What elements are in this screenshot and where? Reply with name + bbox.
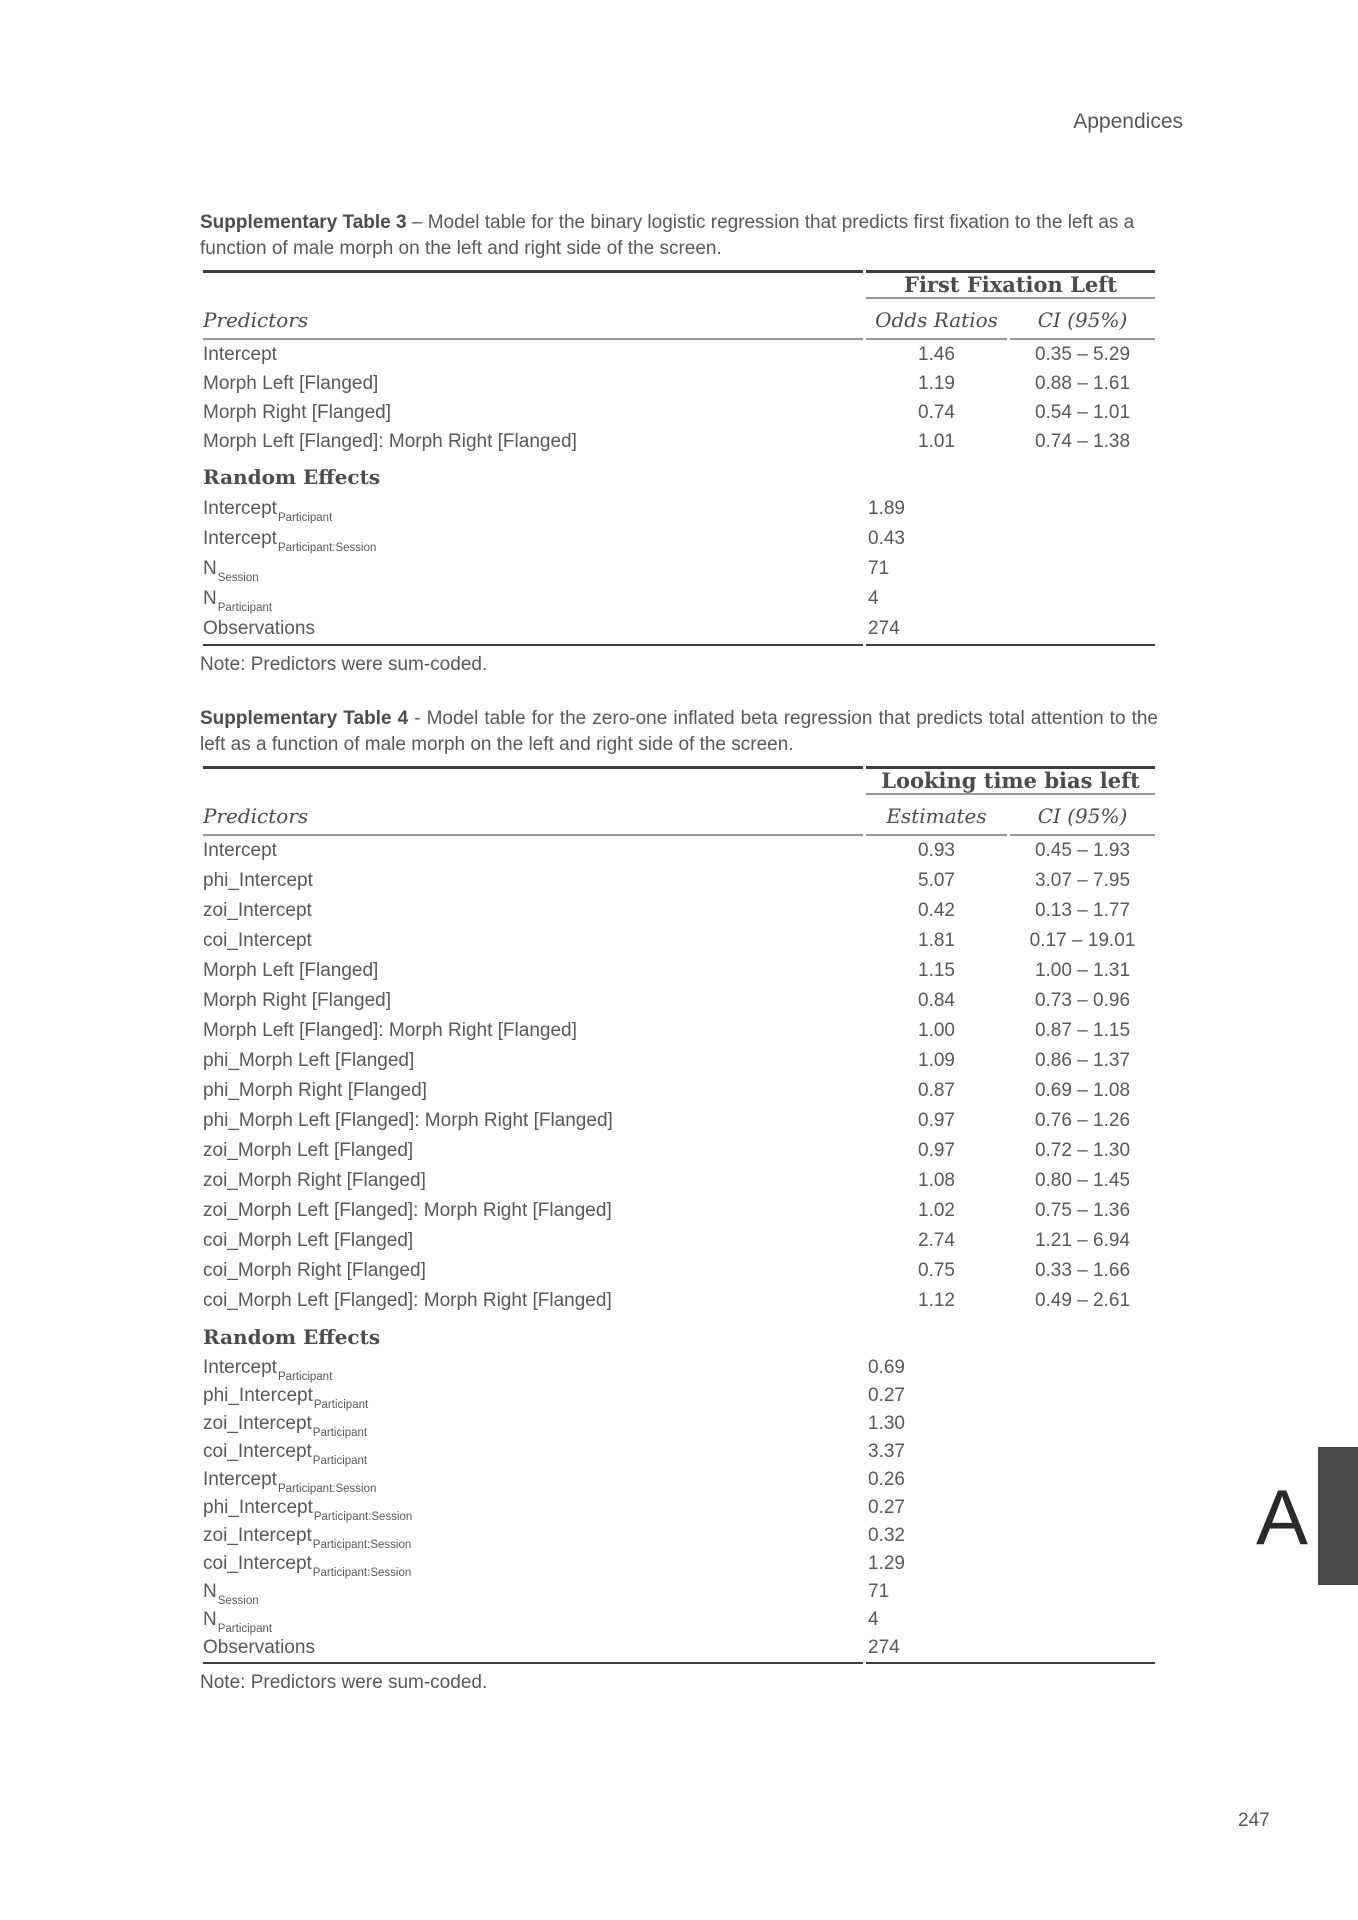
- random-effect-value: 0.27: [868, 1385, 905, 1406]
- random-effect-value: 71: [868, 558, 890, 579]
- random-effect-term: Observations: [203, 1637, 315, 1658]
- estimate-cell: 1.19: [918, 373, 955, 394]
- random-effect-term: zoi_Intercept: [203, 1525, 312, 1546]
- predictor-cell: phi_Morph Right [Flanged]: [203, 1080, 427, 1101]
- random-effect-group: Participant:Session: [277, 542, 377, 554]
- table-row: [203, 926, 1155, 956]
- table-row: [203, 340, 1155, 369]
- predictor-cell: Morph Right [Flanged]: [203, 990, 391, 1011]
- random-effect-value: 1.30: [868, 1413, 905, 1434]
- random-effect-term: N: [203, 558, 217, 579]
- table-row: [203, 398, 1155, 427]
- random-effect-label: [203, 1522, 863, 1550]
- table-row: [203, 1286, 1155, 1316]
- random-effect-term: Intercept: [203, 498, 277, 519]
- random-effect-label: [203, 524, 863, 554]
- ci-cell: 0.49 – 2.61: [1034, 1290, 1131, 1311]
- table4-note: Note: Predictors were sum-coded.: [200, 1672, 488, 1693]
- predictor-cell: coi_Intercept: [203, 930, 312, 951]
- table-row: [203, 866, 1155, 896]
- random-effects-header: Random Effects: [203, 465, 381, 489]
- table4-caption-label: Supplementary Table 4: [200, 708, 409, 729]
- random-effect-value: 4: [868, 1609, 879, 1630]
- spanner-title: First Fixation Left: [866, 270, 1155, 299]
- spanner-row: [203, 766, 1155, 795]
- random-effect-value: 71: [868, 1581, 890, 1602]
- estimate-cell: 1.15: [918, 960, 955, 981]
- table-row: [203, 554, 1155, 584]
- spanner-spacer: [203, 270, 863, 299]
- random-effect-label: [203, 554, 863, 584]
- table-row: [203, 1196, 1155, 1226]
- table-row: [203, 1166, 1155, 1196]
- ci-cell: 0.45 – 1.93: [1034, 840, 1131, 861]
- table-row: [203, 1354, 1155, 1382]
- table-row: [203, 1522, 1155, 1550]
- predictor-cell: Intercept: [203, 344, 277, 365]
- random-effects-header: Random Effects: [203, 1325, 381, 1349]
- random-effect-term: Intercept: [203, 528, 277, 549]
- random-effect-value: 274: [866, 1634, 1155, 1664]
- running-header: Appendices: [1073, 110, 1183, 133]
- estimate-cell: 1.00: [918, 1020, 955, 1041]
- table-row: [203, 1016, 1155, 1046]
- predictor-cell: Morph Left [Flanged]: Morph Right [Flanged]: [203, 431, 577, 452]
- predictor-cell: Intercept: [203, 840, 277, 861]
- random-effect-value: 1.29: [868, 1553, 905, 1574]
- table-row: [203, 1634, 1155, 1664]
- estimate-cell: 1.81: [918, 930, 955, 951]
- random-effect-term: zoi_Intercept: [203, 1413, 312, 1434]
- appendix-side-tab: [1318, 1447, 1358, 1585]
- random-effect-label: [203, 1466, 863, 1494]
- estimate-cell: 5.07: [918, 870, 955, 891]
- ci-cell: 0.80 – 1.45: [1034, 1170, 1131, 1191]
- table-row: [203, 1410, 1155, 1438]
- random-effect-value: 4: [868, 588, 879, 609]
- random-effect-label: [203, 494, 863, 524]
- table3-caption-label: Supplementary Table 3: [200, 212, 407, 233]
- predictor-cell: Morph Left [Flanged]: [203, 373, 379, 394]
- random-effect-value: 3.37: [868, 1441, 905, 1462]
- ci-cell: 0.33 – 1.66: [1034, 1260, 1131, 1281]
- random-effect-value: 0.26: [868, 1469, 905, 1490]
- predictor-cell: coi_Morph Left [Flanged]: Morph Right [Flanged]: [203, 1290, 612, 1311]
- random-effect-group: Session: [217, 572, 259, 584]
- spanner-row: [203, 270, 1155, 299]
- table-row: [203, 1226, 1155, 1256]
- ci-cell: 0.75 – 1.36: [1034, 1200, 1131, 1221]
- table-row: [203, 986, 1155, 1016]
- ci-cell: 0.73 – 0.96: [1034, 990, 1131, 1011]
- random-effect-group: Participant: [277, 512, 333, 524]
- random-effect-label: [203, 1410, 863, 1438]
- random-effect-group: Participant: [312, 1455, 368, 1467]
- predictor-cell: coi_Morph Left [Flanged]: [203, 1230, 414, 1251]
- estimate-cell: 0.42: [918, 900, 955, 921]
- random-effect-group: Participant: [313, 1399, 369, 1411]
- random-effect-group: Participant: [312, 1427, 368, 1439]
- estimate-cell: 2.74: [918, 1230, 955, 1251]
- estimate-cell: 1.01: [918, 431, 955, 452]
- predictor-cell: Morph Right [Flanged]: [203, 402, 391, 423]
- appendix-letter: A: [1256, 1473, 1309, 1561]
- random-effect-group: Participant:Session: [312, 1539, 412, 1551]
- random-effect-group: Participant:Session: [277, 1483, 377, 1495]
- model-table-4: [200, 766, 1158, 1664]
- estimate-column-header: Estimates: [866, 795, 1007, 836]
- random-effect-value: 0.69: [868, 1357, 905, 1378]
- random-effect-label: [203, 1606, 863, 1634]
- random-effect-group: Participant: [217, 602, 273, 614]
- predictor-cell: zoi_Morph Right [Flanged]: [203, 1170, 426, 1191]
- table-row: [203, 369, 1155, 398]
- random-effect-term: Intercept: [203, 1469, 277, 1490]
- ci-column-header: CI (95%): [1010, 795, 1155, 836]
- predictor-cell: phi_Morph Left [Flanged]: [203, 1050, 415, 1071]
- table4-caption-text: - Model table for the zero-one inflated beta regression that predicts total attention to the left as a function of male morph on the left and right side of the screen.: [200, 708, 1158, 755]
- ci-cell: 0.74 – 1.38: [1034, 431, 1131, 452]
- random-effect-value: 0.27: [868, 1497, 905, 1518]
- random-effect-label: [203, 1438, 863, 1466]
- table3-caption-text: – Model table for the binary logistic regression that predicts first fixation to the left as a function of male morph on the left and right side of the screen.: [200, 212, 1135, 259]
- ci-cell: 0.86 – 1.37: [1034, 1050, 1131, 1071]
- random-effect-label: [203, 1578, 863, 1606]
- predictor-cell: phi_Intercept: [203, 870, 313, 891]
- predictor-cell: Morph Left [Flanged]: Morph Right [Flanged]: [203, 1020, 577, 1041]
- table4-caption: [200, 706, 1158, 758]
- spanner-spacer: [203, 766, 863, 795]
- random-effect-term: Intercept: [203, 1357, 277, 1378]
- table-row: [203, 1550, 1155, 1578]
- random-effect-term: N: [203, 1581, 217, 1602]
- estimate-cell: 0.97: [918, 1110, 955, 1131]
- page-number: 247: [1238, 1810, 1270, 1831]
- table-row: [203, 1076, 1155, 1106]
- estimate-cell: 1.46: [918, 344, 955, 365]
- ci-cell: 0.35 – 5.29: [1034, 344, 1131, 365]
- ci-cell: 0.13 – 1.77: [1034, 900, 1131, 921]
- table3-note: Note: Predictors were sum-coded.: [200, 654, 488, 675]
- ci-cell: 1.21 – 6.94: [1034, 1230, 1131, 1251]
- table-row: [203, 956, 1155, 986]
- ci-column-header: CI (95%): [1010, 299, 1155, 340]
- random-effect-term: N: [203, 1609, 217, 1630]
- estimate-cell: 0.93: [918, 840, 955, 861]
- random-effect-group: Session: [217, 1595, 259, 1607]
- random-effect-term: N: [203, 588, 217, 609]
- estimate-cell: 1.12: [918, 1290, 955, 1311]
- table-row: [203, 1256, 1155, 1286]
- estimate-cell: 0.97: [918, 1140, 955, 1161]
- table-row: [203, 1578, 1155, 1606]
- random-effects-header-row: [203, 1316, 1155, 1354]
- ci-cell: 0.72 – 1.30: [1034, 1140, 1131, 1161]
- table-row: [203, 614, 1155, 646]
- random-effect-group: Participant: [277, 1371, 333, 1383]
- table-row: [203, 1046, 1155, 1076]
- estimate-cell: 1.02: [918, 1200, 955, 1221]
- ci-cell: 3.07 – 7.95: [1034, 870, 1131, 891]
- random-effect-term: coi_Intercept: [203, 1441, 312, 1462]
- table-row: [203, 494, 1155, 524]
- predictor-cell: phi_Morph Left [Flanged]: Morph Right [Flanged]: [203, 1110, 613, 1131]
- estimate-column-header: Odds Ratios: [866, 299, 1007, 340]
- random-effect-group: Participant:Session: [312, 1567, 412, 1579]
- random-effect-value: 0.32: [868, 1525, 905, 1546]
- estimate-cell: 0.87: [918, 1080, 955, 1101]
- table-row: [203, 1438, 1155, 1466]
- table-row: [203, 427, 1155, 456]
- table-row: [203, 1136, 1155, 1166]
- ci-cell: 0.76 – 1.26: [1034, 1110, 1131, 1131]
- random-effect-label: [203, 1354, 863, 1382]
- random-effects-header-row: [203, 456, 1155, 494]
- predictor-cell: zoi_Morph Left [Flanged]: Morph Right [Flanged]: [203, 1200, 612, 1221]
- random-effect-label: [203, 1634, 863, 1664]
- ci-cell: 0.88 – 1.61: [1034, 373, 1131, 394]
- random-effect-group: Participant: [217, 1623, 273, 1635]
- predictor-cell: Morph Left [Flanged]: [203, 960, 379, 981]
- table-row: [203, 1106, 1155, 1136]
- table-row: [203, 1494, 1155, 1522]
- spanner-title: Looking time bias left: [866, 766, 1155, 795]
- predictor-cell: zoi_Morph Left [Flanged]: [203, 1140, 414, 1161]
- random-effect-value: 274: [866, 614, 1155, 646]
- table-row: [203, 1466, 1155, 1494]
- ci-cell: 0.54 – 1.01: [1034, 402, 1131, 423]
- predictor-cell: coi_Morph Right [Flanged]: [203, 1260, 426, 1281]
- predictor-cell: zoi_Intercept: [203, 900, 312, 921]
- model-table-3: [200, 270, 1158, 646]
- table-row: [203, 584, 1155, 614]
- estimate-cell: 1.08: [918, 1170, 955, 1191]
- random-effect-label: [203, 614, 863, 646]
- random-effect-label: [203, 1494, 863, 1522]
- column-header-row: [203, 299, 1155, 340]
- random-effect-value: 0.43: [868, 528, 905, 549]
- table-row: [203, 524, 1155, 554]
- table-row: [203, 896, 1155, 926]
- ci-cell: 0.69 – 1.08: [1034, 1080, 1131, 1101]
- estimate-cell: 1.09: [918, 1050, 955, 1071]
- table3-caption: [200, 210, 1158, 262]
- random-effect-term: coi_Intercept: [203, 1553, 312, 1574]
- estimate-cell: 0.75: [918, 1260, 955, 1281]
- random-effect-term: Observations: [203, 618, 315, 639]
- predictors-header: Predictors: [203, 795, 863, 836]
- table-row: [203, 1382, 1155, 1410]
- random-effect-value: 1.89: [868, 498, 905, 519]
- table-row: [203, 836, 1155, 866]
- table-row: [203, 1606, 1155, 1634]
- random-effect-term: phi_Intercept: [203, 1385, 313, 1406]
- random-effect-label: [203, 1382, 863, 1410]
- predictors-header: Predictors: [203, 299, 863, 340]
- random-effect-label: [203, 1550, 863, 1578]
- ci-cell: 0.17 – 19.01: [1029, 930, 1136, 951]
- estimate-cell: 0.74: [918, 402, 955, 423]
- random-effect-group: Participant:Session: [313, 1511, 413, 1523]
- random-effect-term: phi_Intercept: [203, 1497, 313, 1518]
- estimate-cell: 0.84: [918, 990, 955, 1011]
- ci-cell: 1.00 – 1.31: [1034, 960, 1131, 981]
- column-header-row: [203, 795, 1155, 836]
- content-column: [200, 0, 1158, 1695]
- ci-cell: 0.87 – 1.15: [1034, 1020, 1131, 1041]
- random-effect-label: [203, 584, 863, 614]
